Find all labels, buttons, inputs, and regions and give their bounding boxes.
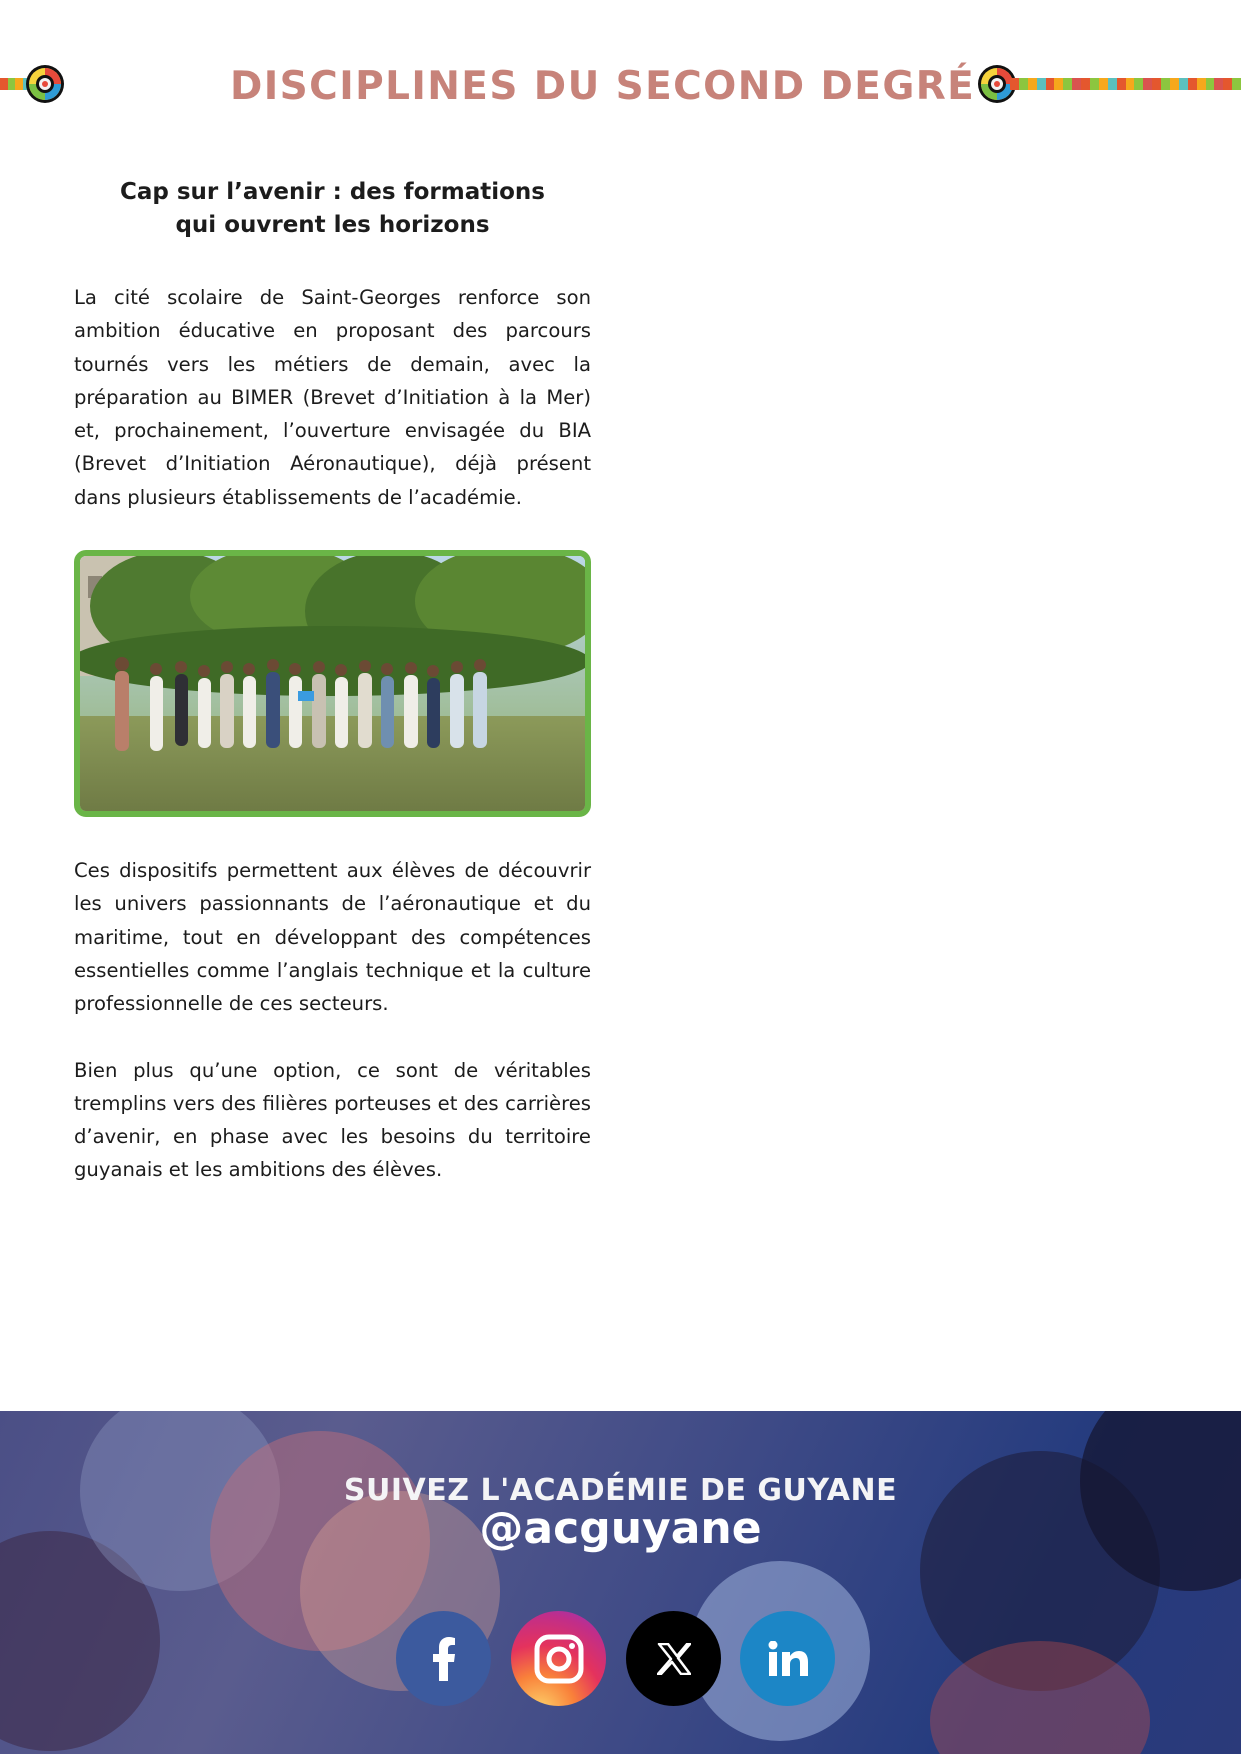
social-banner xyxy=(0,1411,1241,1754)
section-title-line2: qui ouvrent les horizons xyxy=(175,212,490,238)
facebook-link[interactable] xyxy=(396,1611,491,1706)
stripe-segment xyxy=(1090,78,1099,90)
stripe-segment xyxy=(1126,78,1135,90)
stripe-segment xyxy=(1152,78,1161,90)
stripe-segment xyxy=(1232,78,1241,90)
stripe-segment xyxy=(1161,78,1170,90)
article xyxy=(74,176,591,1187)
stripe-segment xyxy=(1063,78,1072,90)
section-title xyxy=(74,176,591,242)
stripe-segment xyxy=(1223,78,1232,90)
stripe-segment xyxy=(1108,78,1117,90)
stripe-segment xyxy=(1134,78,1143,90)
stripe-segment xyxy=(1081,78,1090,90)
group-photo xyxy=(80,556,585,811)
follow-heading: SUIVEZ L'ACADÉMIE DE GUYANE xyxy=(343,1473,898,1508)
social-links xyxy=(396,1611,836,1707)
paragraph-conclusion: Bien plus qu’une option, ce sont de véritables tremplins vers des filières porteuses et des carrières d’avenir, en phase avec les besoins du territoire guyanais et les ambitions des élèves. xyxy=(74,1058,591,1182)
section-title-line1: Cap sur l’avenir : des formations xyxy=(120,179,545,205)
stripe-segment xyxy=(1072,78,1081,90)
page-title: DISCIPLINES DU SECOND DEGRÉ xyxy=(230,64,976,109)
stripe-segment xyxy=(1170,78,1179,90)
instagram-icon xyxy=(534,1634,584,1684)
decorative-stripe-right xyxy=(1010,78,1241,90)
group-photo-frame xyxy=(74,550,591,817)
facebook-icon xyxy=(429,1637,459,1681)
stripe-segment xyxy=(1046,78,1055,90)
instagram-link[interactable] xyxy=(511,1611,606,1706)
page-header xyxy=(0,56,1241,116)
stripe-segment xyxy=(1179,78,1188,90)
social-handle: @acguyane xyxy=(479,1503,762,1554)
paragraph-benefits: Ces dispositifs permettent aux élèves de découvrir les univers passionnants de l’aéronautique et du maritime, tout en développant des compétences essentielles comme l’anglais technique et la culture professionnelle de ces secteurs. xyxy=(74,859,591,1016)
stripe-segment xyxy=(1143,78,1152,90)
linkedin-link[interactable] xyxy=(740,1611,835,1706)
tribal-medallion-icon xyxy=(25,64,65,104)
stripe-segment xyxy=(1019,78,1028,90)
stripe-segment xyxy=(1197,78,1206,90)
stripe-segment xyxy=(1117,78,1126,90)
stripe-segment xyxy=(1028,78,1037,90)
stripe-segment xyxy=(1037,78,1046,90)
paragraph-intro: La cité scolaire de Saint-Georges renforce son ambition éducative en proposant des parcours tournés vers les métiers de demain, avec la préparation au BIMER (Brevet d’Initiation à la Mer) et, prochainement, l’ouverture envisagée du BIA (Brevet d’Initiation Aéronautique), déjà présent dans plusieurs établissements de l’académie. xyxy=(74,286,591,509)
x-icon xyxy=(657,1643,691,1675)
stripe-segment xyxy=(1099,78,1108,90)
stripe-segment xyxy=(1206,78,1215,90)
stripe-segment xyxy=(1214,78,1223,90)
stripe-segment xyxy=(1054,78,1063,90)
x-link[interactable] xyxy=(626,1611,721,1706)
stripe-segment xyxy=(1010,78,1019,90)
linkedin-icon xyxy=(768,1641,808,1677)
stripe-segment xyxy=(1188,78,1197,90)
